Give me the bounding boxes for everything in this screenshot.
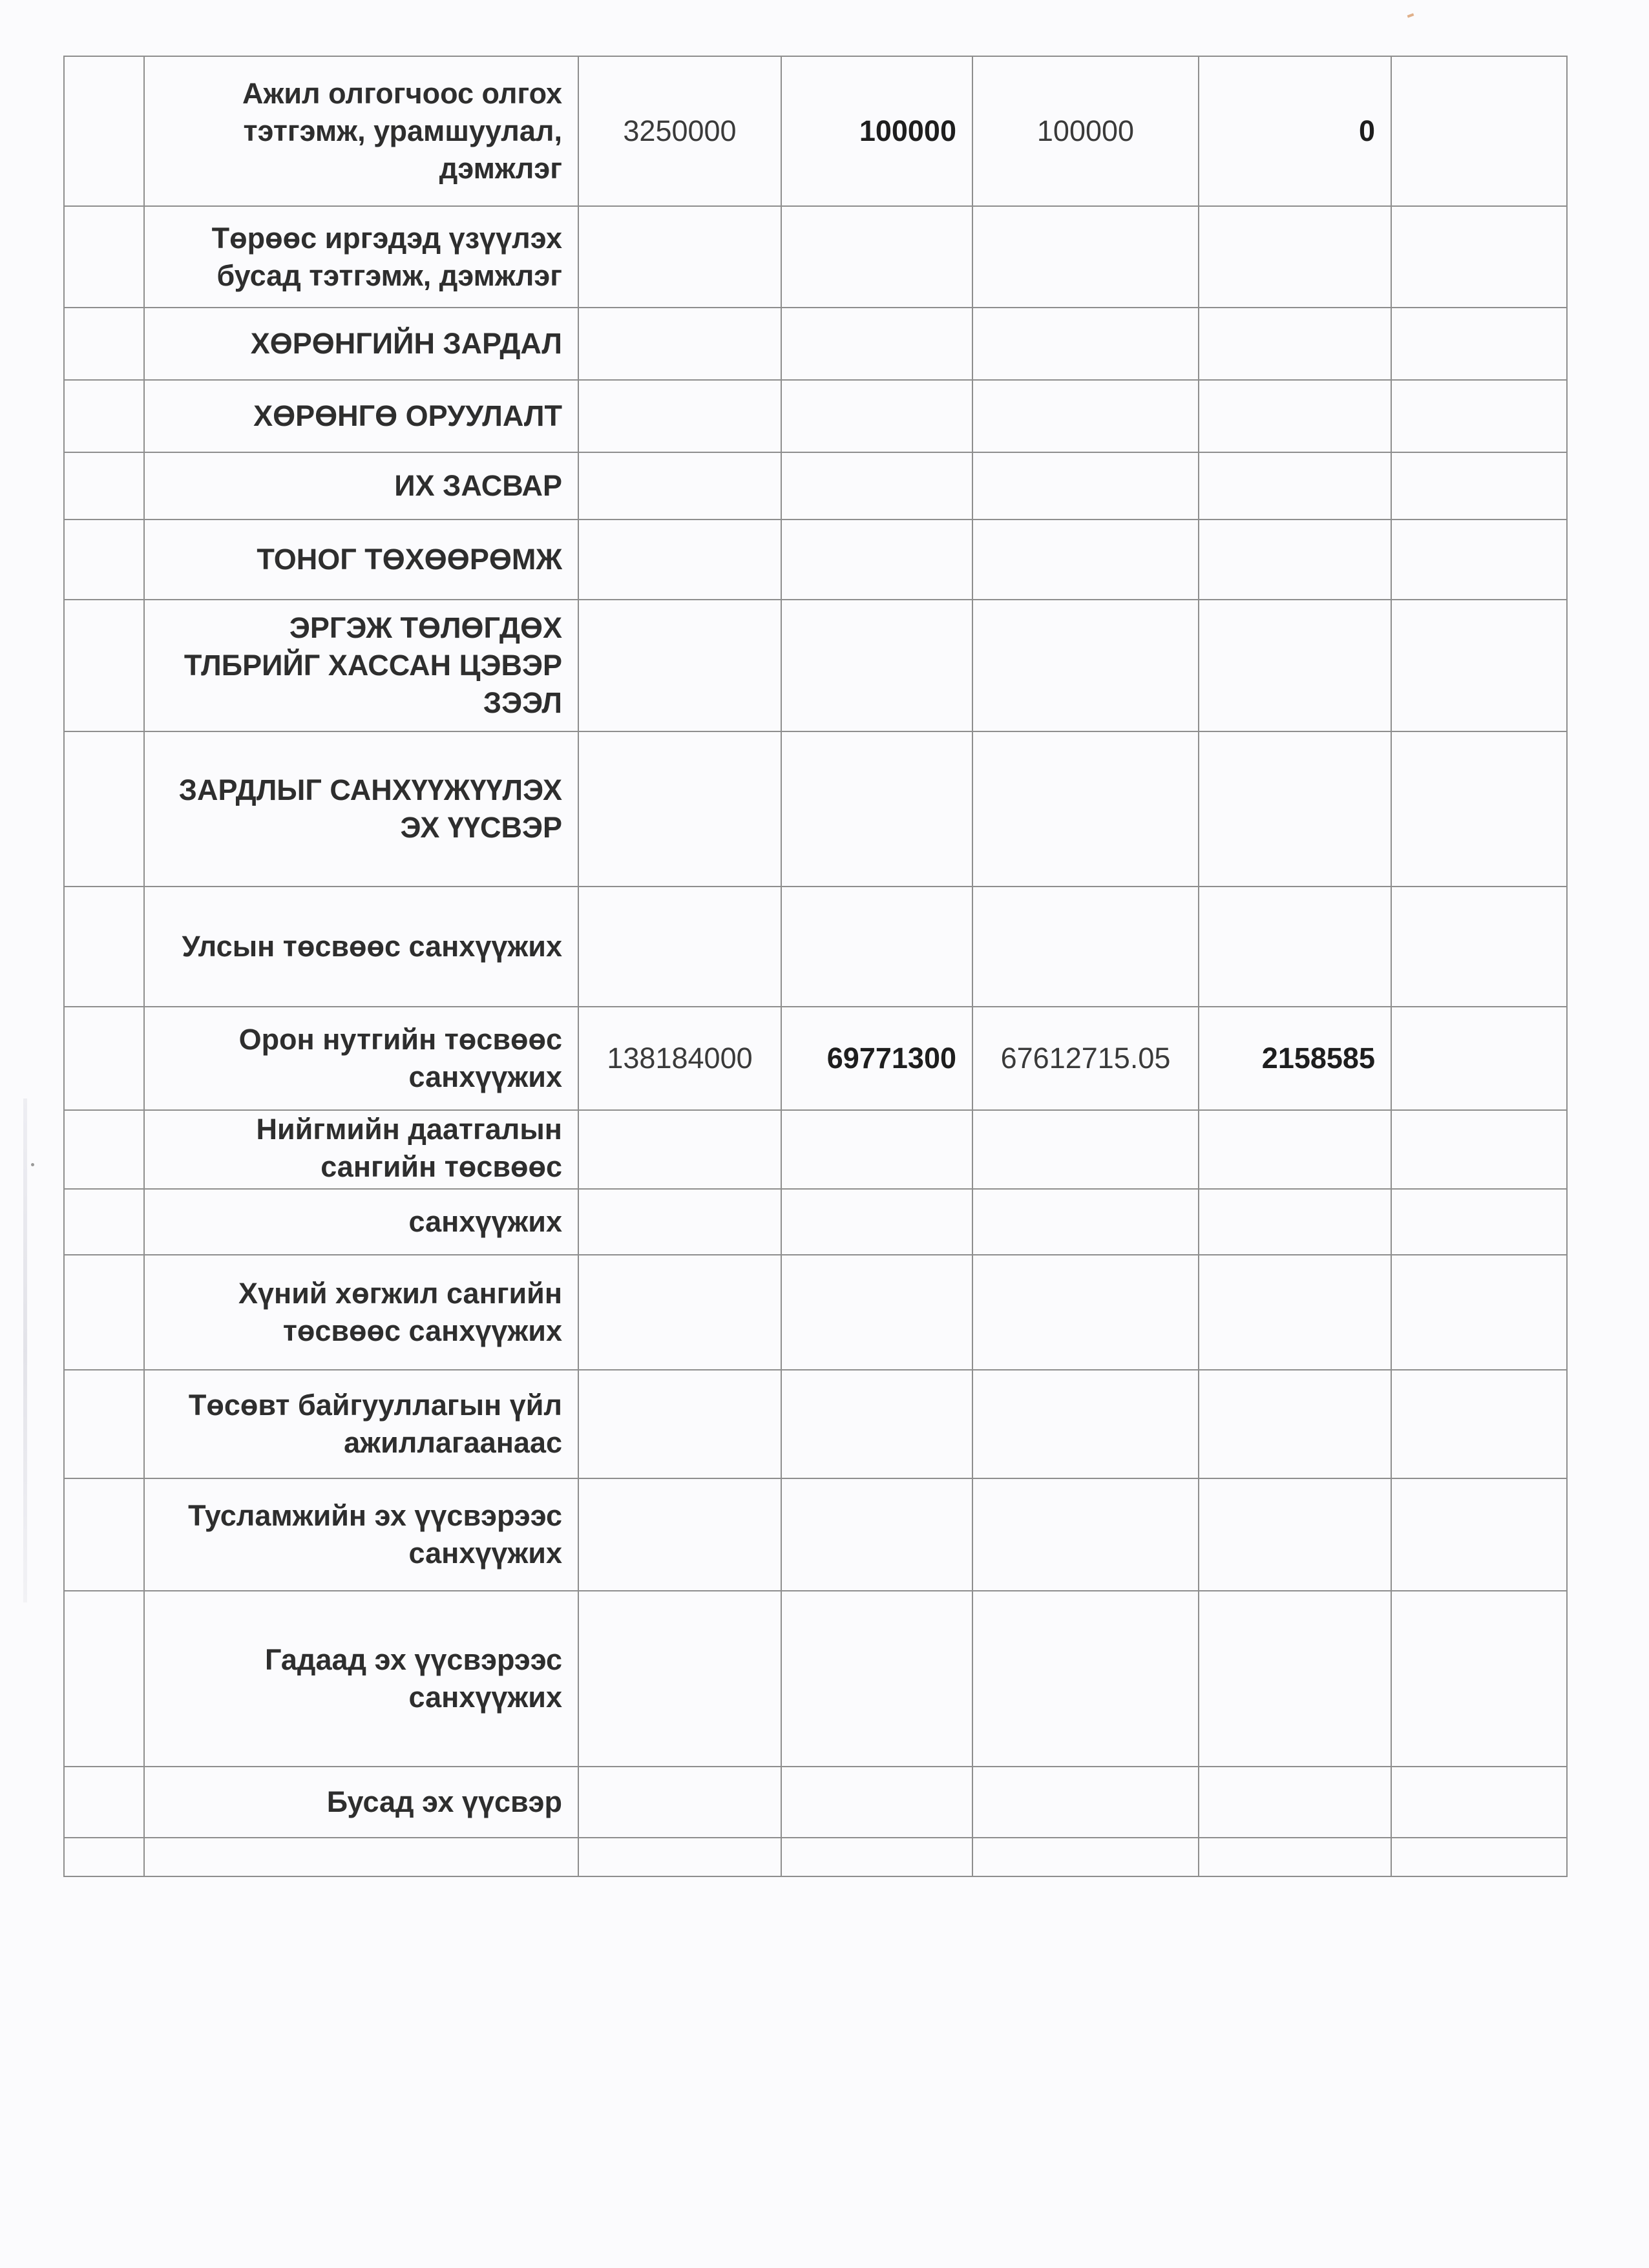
row-label: ЗАРДЛЫГ САНХҮҮЖҮҮЛЭХ ЭХ ҮҮСВЭР xyxy=(144,731,578,887)
table-row xyxy=(64,1838,1567,1876)
value-cell xyxy=(1199,520,1391,600)
value-cell xyxy=(781,1110,972,1189)
value-cell xyxy=(1391,1370,1567,1478)
value-cell xyxy=(1199,452,1391,520)
value-cell xyxy=(1391,56,1567,206)
value-cell xyxy=(781,1478,972,1591)
table-row xyxy=(64,1591,1567,1767)
value-cell xyxy=(781,1591,972,1767)
index-cell xyxy=(64,600,144,731)
index-cell xyxy=(64,887,144,1007)
row-label: ТОНОГ ТӨХӨӨРӨМЖ xyxy=(144,520,578,600)
table-row xyxy=(64,887,1567,1007)
value-cell: 3250000 xyxy=(578,56,781,206)
row-label: Төсөвт байгууллагын үйл ажиллагаанаас xyxy=(144,1370,578,1478)
value-cell xyxy=(781,1767,972,1838)
row-label: Орон нутгийн төсвөөс санхүүжих xyxy=(144,1007,578,1110)
value-cell xyxy=(1391,308,1567,380)
value-cell xyxy=(578,1478,781,1591)
index-cell xyxy=(64,56,144,206)
value-cell xyxy=(578,1110,781,1189)
value-cell xyxy=(578,1591,781,1767)
value-cell xyxy=(972,1591,1199,1767)
value-cell xyxy=(578,731,781,887)
index-cell xyxy=(64,520,144,600)
row-label: ХӨРӨНГИЙН ЗАРДАЛ xyxy=(144,308,578,380)
value-cell xyxy=(1199,1591,1391,1767)
value-cell xyxy=(1199,308,1391,380)
row-label: Ажил олгогчоос олгох тэтгэмж, урамшуулал, дэмжлэг xyxy=(144,56,578,206)
value-cell xyxy=(1199,1189,1391,1255)
value-cell xyxy=(781,380,972,452)
value-cell xyxy=(578,520,781,600)
index-cell xyxy=(64,1767,144,1838)
value-cell xyxy=(1199,1838,1391,1876)
index-cell xyxy=(64,731,144,887)
value-cell xyxy=(1199,731,1391,887)
value-cell xyxy=(1391,1478,1567,1591)
row-label: Хүний хөгжил сангийн төсвөөс санхүүжих xyxy=(144,1255,578,1370)
value-cell xyxy=(781,600,972,731)
index-cell xyxy=(64,1007,144,1110)
value-cell xyxy=(1391,1007,1567,1110)
value-cell xyxy=(972,452,1199,520)
value-cell xyxy=(972,600,1199,731)
value-cell xyxy=(781,1370,972,1478)
value-cell xyxy=(1391,520,1567,600)
table-row xyxy=(64,56,1567,206)
value-cell xyxy=(972,1478,1199,1591)
row-label: Тусламжийн эх үүсвэрээс санхүүжих xyxy=(144,1478,578,1591)
row-label: Төрөөс иргэдэд үзүүлэх бусад тэтгэмж, дэмжлэг xyxy=(144,206,578,308)
index-cell xyxy=(64,206,144,308)
index-cell xyxy=(64,1838,144,1876)
row-label xyxy=(144,1838,578,1876)
table-row xyxy=(64,1007,1567,1110)
table-row xyxy=(64,520,1567,600)
value-cell xyxy=(578,1189,781,1255)
table-row xyxy=(64,380,1567,452)
value-cell: 2158585 xyxy=(1199,1007,1391,1110)
table-row xyxy=(64,1110,1567,1189)
table-row xyxy=(64,600,1567,731)
value-cell xyxy=(578,452,781,520)
value-cell xyxy=(972,206,1199,308)
value-cell xyxy=(972,731,1199,887)
index-cell xyxy=(64,1370,144,1478)
value-cell xyxy=(972,887,1199,1007)
value-cell: 67612715.05 xyxy=(972,1007,1199,1110)
value-cell xyxy=(781,520,972,600)
value-cell xyxy=(1391,1189,1567,1255)
scan-dot xyxy=(31,1163,34,1166)
value-cell xyxy=(1391,1838,1567,1876)
row-label: Гадаад эх үүсвэрээс санхүүжих xyxy=(144,1591,578,1767)
index-cell xyxy=(64,1189,144,1255)
table-row xyxy=(64,206,1567,308)
value-cell xyxy=(972,380,1199,452)
value-cell xyxy=(1391,731,1567,887)
value-cell xyxy=(972,1370,1199,1478)
value-cell: 69771300 xyxy=(781,1007,972,1110)
value-cell xyxy=(578,206,781,308)
value-cell xyxy=(578,887,781,1007)
value-cell xyxy=(1391,380,1567,452)
value-cell xyxy=(972,1767,1199,1838)
value-cell xyxy=(781,308,972,380)
table-row xyxy=(64,1255,1567,1370)
value-cell: 0 xyxy=(1199,56,1391,206)
index-cell xyxy=(64,380,144,452)
value-cell xyxy=(1391,600,1567,731)
value-cell: 100000 xyxy=(781,56,972,206)
value-cell xyxy=(1199,380,1391,452)
value-cell xyxy=(1391,1110,1567,1189)
value-cell xyxy=(1199,1370,1391,1478)
index-cell xyxy=(64,452,144,520)
table-row xyxy=(64,308,1567,380)
value-cell xyxy=(1199,1478,1391,1591)
value-cell xyxy=(1391,206,1567,308)
budget-table xyxy=(63,56,1568,1877)
row-label: Нийгмийн даатгалын сангийн төсвөөс xyxy=(144,1110,578,1189)
value-cell xyxy=(972,308,1199,380)
value-cell xyxy=(781,206,972,308)
value-cell xyxy=(1199,600,1391,731)
index-cell xyxy=(64,1478,144,1591)
table-row xyxy=(64,1370,1567,1478)
value-cell xyxy=(781,1838,972,1876)
value-cell xyxy=(972,1255,1199,1370)
value-cell xyxy=(1391,1591,1567,1767)
index-cell xyxy=(64,1591,144,1767)
table-row xyxy=(64,731,1567,887)
value-cell xyxy=(578,600,781,731)
value-cell xyxy=(1391,1255,1567,1370)
table-row xyxy=(64,452,1567,520)
value-cell xyxy=(578,1255,781,1370)
index-cell xyxy=(64,308,144,380)
row-label: санхүүжих xyxy=(144,1189,578,1255)
scan-edge-shadow xyxy=(23,1098,27,1602)
budget-table-container xyxy=(63,56,1568,1877)
table-row xyxy=(64,1767,1567,1838)
value-cell xyxy=(781,887,972,1007)
value-cell xyxy=(972,1838,1199,1876)
value-cell: 138184000 xyxy=(578,1007,781,1110)
row-label: ХӨРӨНГӨ ОРУУЛАЛТ xyxy=(144,380,578,452)
row-label: ЭРГЭЖ ТӨЛӨГДӨХ ТЛБРИЙГ ХАССАН ЦЭВЭР ЗЭЭЛ xyxy=(144,600,578,731)
value-cell xyxy=(781,452,972,520)
value-cell xyxy=(1391,1767,1567,1838)
row-label: Улсын төсвөөс санхүүжих xyxy=(144,887,578,1007)
value-cell xyxy=(972,1189,1199,1255)
value-cell xyxy=(578,380,781,452)
value-cell xyxy=(972,1110,1199,1189)
value-cell: 100000 xyxy=(972,56,1199,206)
index-cell xyxy=(64,1255,144,1370)
value-cell xyxy=(578,1767,781,1838)
value-cell xyxy=(1199,1255,1391,1370)
value-cell xyxy=(1199,206,1391,308)
index-cell xyxy=(64,1110,144,1189)
scan-mark xyxy=(1407,13,1414,17)
value-cell xyxy=(578,1370,781,1478)
table-row xyxy=(64,1189,1567,1255)
row-label: ИХ ЗАСВАР xyxy=(144,452,578,520)
value-cell xyxy=(1199,1767,1391,1838)
row-label: Бусад эх үүсвэр xyxy=(144,1767,578,1838)
table-row xyxy=(64,1478,1567,1591)
value-cell xyxy=(1199,1110,1391,1189)
value-cell xyxy=(1199,887,1391,1007)
value-cell xyxy=(781,1255,972,1370)
value-cell xyxy=(1391,452,1567,520)
value-cell xyxy=(578,308,781,380)
value-cell xyxy=(1391,887,1567,1007)
value-cell xyxy=(972,520,1199,600)
value-cell xyxy=(781,1189,972,1255)
value-cell xyxy=(578,1838,781,1876)
value-cell xyxy=(781,731,972,887)
